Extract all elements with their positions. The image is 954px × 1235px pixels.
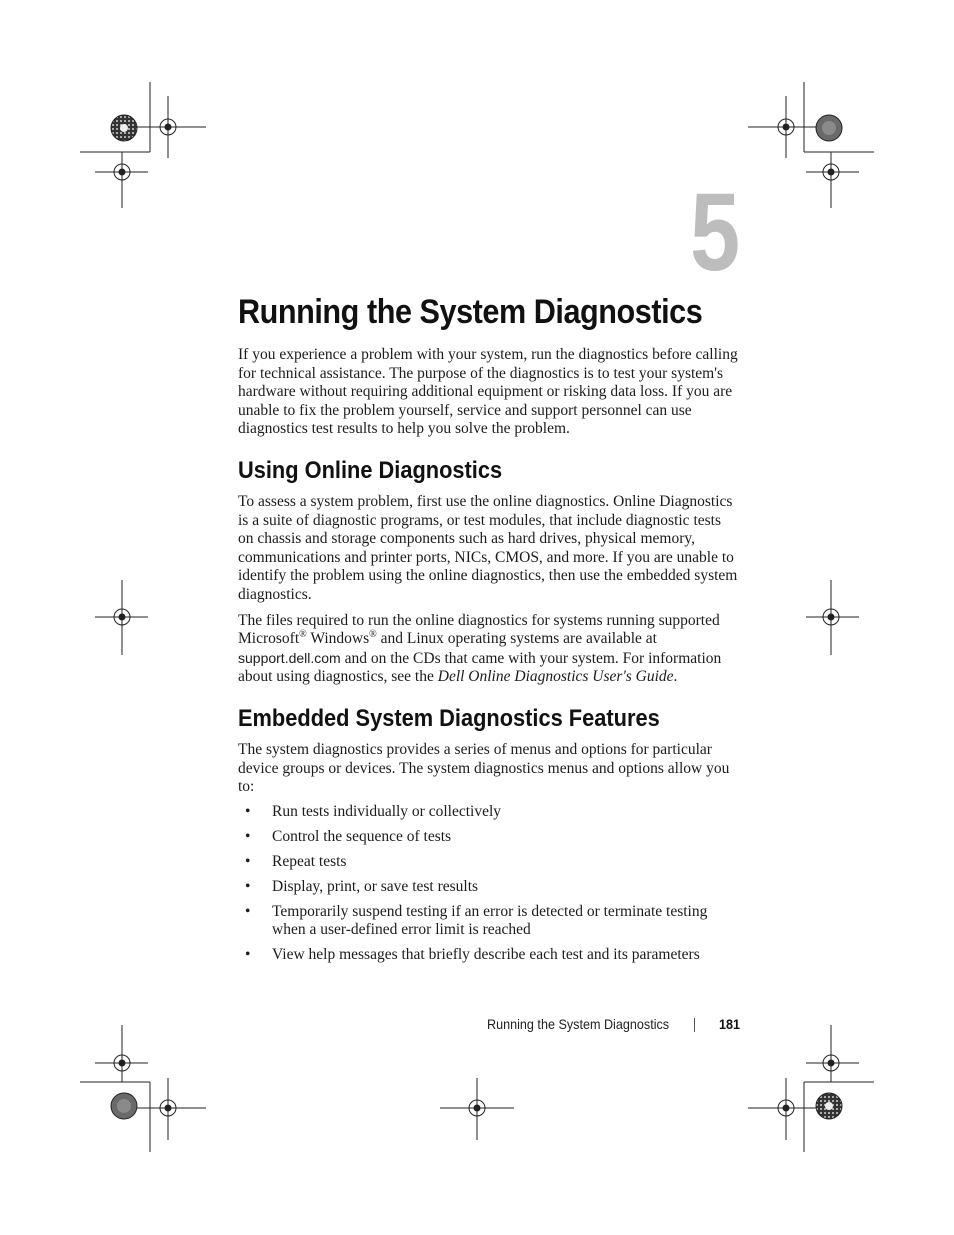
bullet-icon: •	[245, 852, 251, 870]
list-item-text: Run tests individually or collectively	[272, 802, 502, 820]
online-p2-part1: The files required to run the online diagnostics for systems running supported Microsoft	[238, 611, 720, 648]
page-content	[238, 290, 738, 971]
bullet-icon: •	[245, 802, 251, 820]
footer-divider	[694, 1018, 695, 1032]
list-item-text: Display, print, or save test results	[272, 877, 479, 895]
intro-paragraph: If you experience a problem with your system, run the diagnostics before calling for technical assistance. The purpose of the diagnostics is to test your system's hardware without requiring additional equipment or risking data loss. If you are unable to fix the problem yourself, service and support personnel can use diagnostics test results to help you solve the problem.	[238, 346, 738, 438]
list-item-text: Control the sequence of tests	[272, 827, 452, 845]
list-item-text: View help messages that briefly describe each test and its parameters	[272, 946, 700, 964]
section-heading-online: Using Online Diagnostics	[238, 456, 503, 484]
list-item	[238, 853, 738, 872]
list-item	[238, 903, 738, 940]
list-item	[238, 828, 738, 847]
chapter-number: 5	[690, 171, 739, 294]
bullet-icon: •	[245, 902, 251, 920]
online-p2-end: .	[673, 668, 678, 686]
chapter-title: Running the System Diagnostics	[238, 293, 703, 331]
registered-mark: ®	[299, 629, 307, 641]
registered-mark: ®	[369, 629, 377, 641]
online-p2-part2: Windows	[306, 630, 370, 648]
section-heading-embedded: Embedded System Diagnostics Features	[238, 704, 660, 732]
online-paragraph-1: To assess a system problem, first use the online diagnostics. Online Diagnostics is a suite of diagnostic programs, or test modules, that include diagnostic tests on chassis and storage components such as hard drives, physical memory, communications and printer ports, NICs, CMOS, and more. If you are unable to identify the problem using the online diagnostics, then use the embedded system diagnostics.	[238, 492, 738, 603]
feature-list	[238, 803, 738, 965]
guide-title: Dell Online Diagnostics User's Guide	[437, 668, 674, 686]
list-item-text: Repeat tests	[272, 852, 347, 870]
online-paragraph-2	[238, 612, 738, 687]
embedded-paragraph: The system diagnostics provides a series of menus and options for particular device groups or devices. The system diagnostics menus and options allow you to:	[238, 740, 730, 796]
support-link[interactable]: support.dell.com	[238, 649, 341, 666]
list-item	[238, 878, 738, 897]
bullet-icon: •	[245, 946, 251, 964]
online-p2-part4: and on the CDs that came with your system. For information about using diagnostics, see the	[238, 649, 722, 686]
page-number: 181	[719, 1016, 741, 1032]
bullet-icon: •	[245, 827, 251, 845]
list-item	[238, 946, 738, 965]
bullet-icon: •	[245, 877, 251, 895]
footer-section-title: Running the System Diagnostics	[487, 1016, 670, 1032]
online-p2-part3: and Linux operating systems are available at	[376, 630, 657, 648]
list-item-text: Temporarily suspend testing if an error is detected or terminate testing when a user-defined error limit is reached	[272, 902, 708, 939]
list-item	[238, 803, 738, 822]
